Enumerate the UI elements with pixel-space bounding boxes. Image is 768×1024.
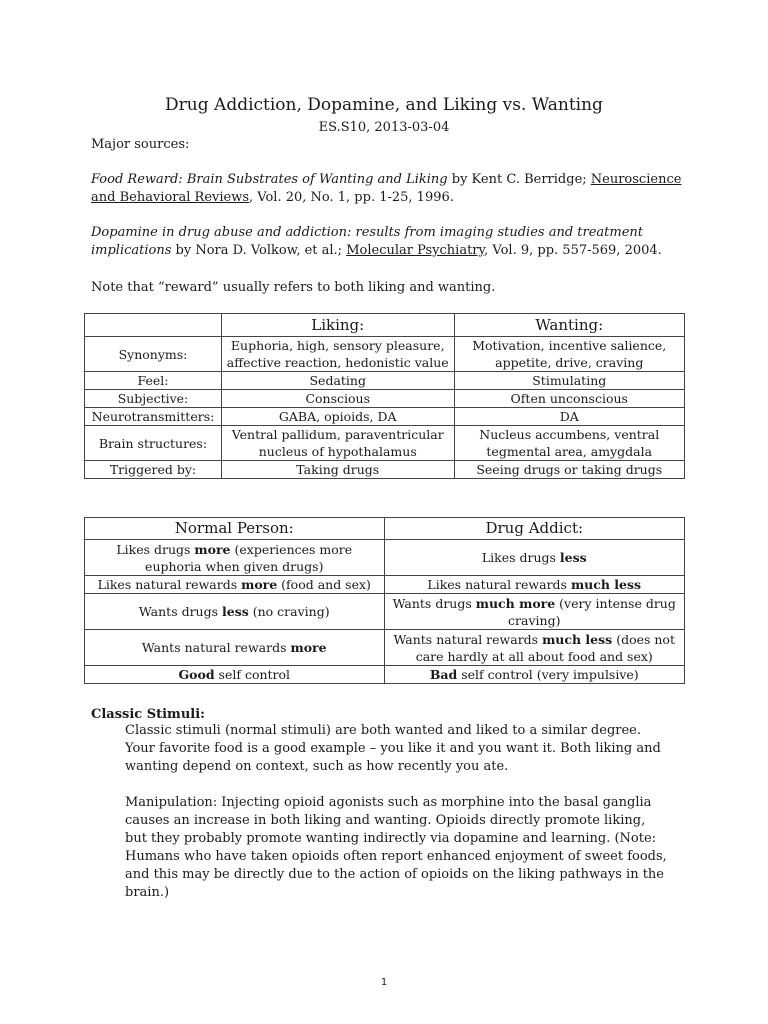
- row-label: Neurotransmitters:: [85, 408, 222, 426]
- normal-addict-table: [84, 517, 685, 684]
- table-header-liking: Liking:: [221, 314, 454, 337]
- addict-cell: Likes natural rewards much less: [384, 576, 684, 594]
- table-header-cell: [85, 314, 222, 337]
- liking-cell: Ventral pallidum, paraventricular nucleus of hypothalamus: [221, 426, 454, 461]
- source-2-title: Dopamine in drug abuse and addiction: results from imaging studies and treatment implications: [91, 225, 644, 258]
- wanting-cell: Nucleus accumbens, ventral tegmental area, amygdala: [454, 426, 685, 461]
- page-number: 1: [380, 977, 388, 988]
- table-row: [85, 372, 685, 390]
- liking-cell: GABA, opioids, DA: [221, 408, 454, 426]
- addict-cell: Wants natural rewards much less (does not care hardly at all about food and sex): [384, 630, 684, 666]
- classic-stimuli-paragraph: Classic stimuli (normal stimuli) are both wanted and liked to a similar degree. Your favorite food is a good example – you like it and you want it. Both liking and wanting depend on context, such as how recently you ate.: [125, 723, 661, 774]
- row-label: Subjective:: [85, 390, 222, 408]
- source-2-journal: Molecular Psychiatry: [346, 243, 485, 258]
- table-row: [85, 390, 685, 408]
- wanting-cell: Seeing drugs or taking drugs: [454, 461, 685, 479]
- source-1-title: Food Reward: Brain Substrates of Wanting and Liking: [91, 172, 448, 187]
- source-2-details: , Vol. 9, pp. 557-569, 2004.: [484, 243, 662, 258]
- liking-cell: Sedating: [221, 372, 454, 390]
- sources-label: Major sources:: [91, 137, 190, 152]
- wanting-cell: Often unconscious: [454, 390, 685, 408]
- row-label: Feel:: [85, 372, 222, 390]
- wanting-cell: Motivation, incentive salience, appetite, drive, craving: [454, 337, 685, 372]
- manipulation-paragraph: Manipulation: Injecting opioid agonists such as morphine into the basal ganglia causes an increase in both liking and wanting. Opioids directly promote liking, but they probably promote wanting indirectly via dopamine and learning. (Note: Humans who have taken opioids often report enhanced enjoyment of sweet foods, and this may be directly due to the action of opioids on the liking pathways in the brain.): [125, 795, 667, 900]
- wanting-cell: DA: [454, 408, 685, 426]
- source-2-by: by Nora D. Volkow, et al.;: [171, 243, 347, 258]
- wanting-cell: Stimulating: [454, 372, 685, 390]
- source-1-by: by Kent C. Berridge;: [447, 172, 591, 187]
- table-header-normal: Normal Person:: [85, 518, 385, 540]
- table-row: [85, 594, 685, 630]
- addict-cell: Wants drugs much more (very intense drug craving): [384, 594, 684, 630]
- liking-cell: Euphoria, high, sensory pleasure, affective reaction, hedonistic value: [221, 337, 454, 372]
- source-2: [91, 224, 681, 260]
- table-row: [85, 426, 685, 461]
- table-row: [85, 540, 685, 576]
- document-title: Drug Addiction, Dopamine, and Liking vs. Wanting: [165, 95, 603, 115]
- liking-cell: Taking drugs: [221, 461, 454, 479]
- source-1-journal: Neuroscience and Behavioral Reviews: [91, 172, 682, 205]
- source-1: [91, 171, 691, 207]
- source-1-details: , Vol. 20, No. 1, pp. 1-25, 1996.: [249, 190, 454, 205]
- row-label: Triggered by:: [85, 461, 222, 479]
- table-row: [85, 337, 685, 372]
- table-header-addict: Drug Addict:: [384, 518, 684, 540]
- liking-wanting-table: [84, 313, 685, 479]
- classic-stimuli-heading: Classic Stimuli:: [91, 707, 205, 722]
- normal-cell: Likes drugs more (experiences more euphoria when given drugs): [85, 540, 385, 576]
- table-row: [85, 408, 685, 426]
- document-subtitle: ES.S10, 2013-03-04: [318, 120, 450, 135]
- table-row: [85, 576, 685, 594]
- normal-cell: Wants natural rewards more: [85, 630, 385, 666]
- normal-cell: Wants drugs less (no craving): [85, 594, 385, 630]
- table-row: [85, 461, 685, 479]
- row-label: Synonyms:: [85, 337, 222, 372]
- normal-cell: Likes natural rewards more (food and sex): [85, 576, 385, 594]
- reward-note: Note that “reward” usually refers to both liking and wanting.: [91, 280, 496, 295]
- liking-cell: Conscious: [221, 390, 454, 408]
- addict-cell: Likes drugs less: [384, 540, 684, 576]
- table-row: [85, 630, 685, 666]
- addict-cell: Bad self control (very impulsive): [384, 666, 684, 684]
- table-header-wanting: Wanting:: [454, 314, 685, 337]
- row-label: Brain structures:: [85, 426, 222, 461]
- normal-cell: Good self control: [85, 666, 385, 684]
- table-row: [85, 666, 685, 684]
